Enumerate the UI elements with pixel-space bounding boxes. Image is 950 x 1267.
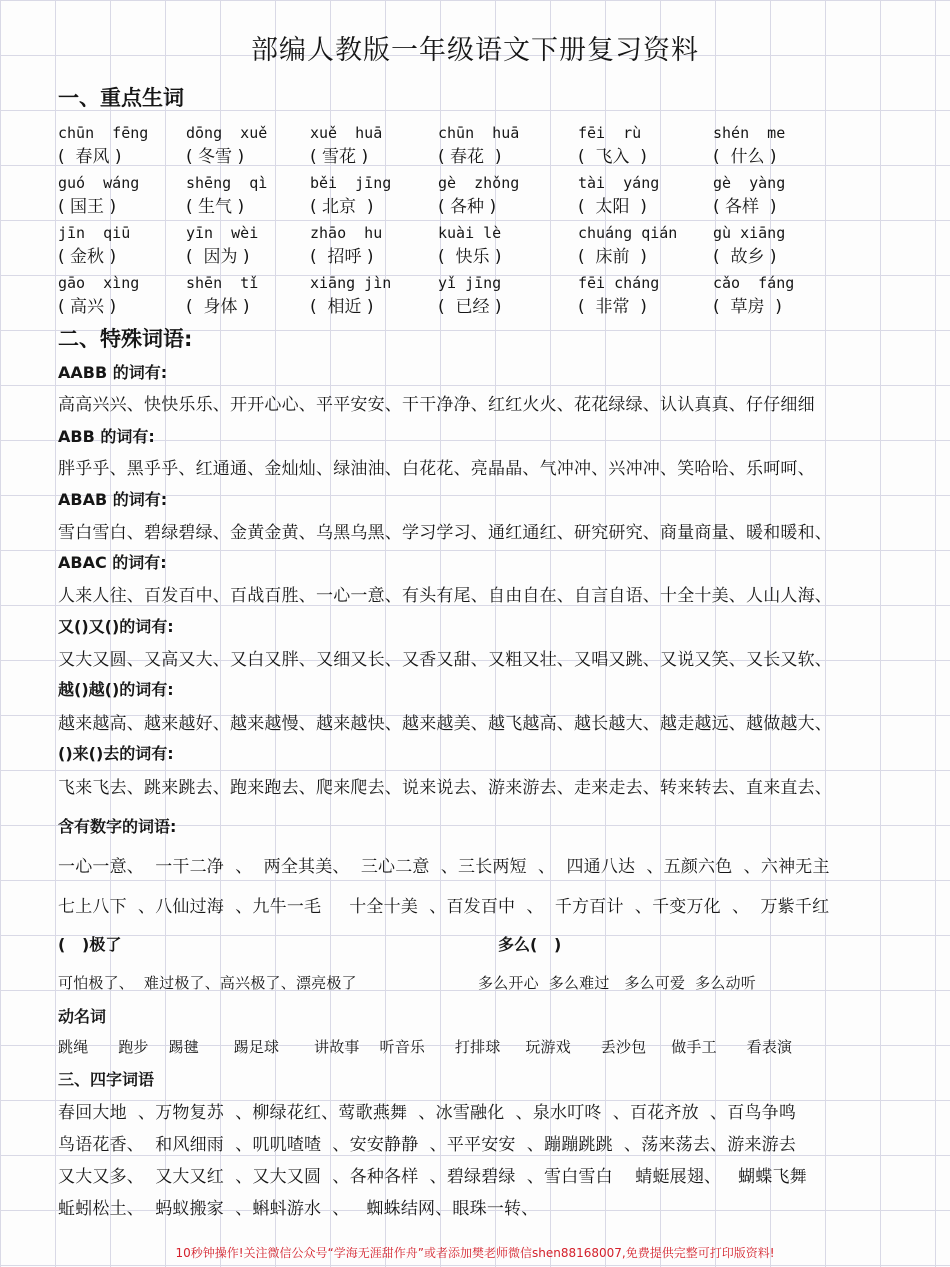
section1-heading: 一、重点生词	[58, 86, 184, 110]
four-char-line-3: 又大又多、 又大又红 、又大又圆 、各种各样 、碧绿碧绿 、雪白雪白 蜻蜓展翅、 蝴蝶飞舞	[58, 1167, 807, 1187]
group-words-aabb: 高高兴兴、快快乐乐、开开心心、平平安安、干干净净、红红火火、花花绿绿、认认真真、仔仔细细	[58, 395, 815, 415]
numbers-line-2: 七上八下 、八仙过海 、九牛一毛 十全十美 、百发百中 、 千方百计 、千变万化 、 万紫千红	[58, 897, 830, 917]
vocab-cell	[578, 222, 718, 270]
group-words-you: 又大又圆、又高又大、又白又胖、又细又长、又香又甜、又粗又壮、又唱又跳、又说又笑、又长又软、	[58, 650, 832, 670]
page-title: 部编人教版一年级语文下册复习资料	[251, 35, 699, 66]
group-label-aabb: AABB 的词有:	[58, 363, 168, 382]
pinyin: gāo xìng	[58, 274, 140, 292]
pinyin: fēi rù	[578, 124, 642, 142]
hanzi: ( 非常 )	[578, 297, 647, 317]
pinyin: shēng qì	[186, 174, 268, 192]
vocab-cell	[58, 122, 198, 170]
pinyin: fēi cháng	[578, 274, 660, 292]
group-label-abb: ABB 的词有:	[58, 427, 155, 446]
vocab-row	[58, 172, 918, 222]
pinyin: tài yáng	[578, 174, 660, 192]
vocab-cell	[58, 272, 198, 320]
hanzi: ( 生气 )	[186, 197, 245, 217]
vocab-cell	[186, 122, 326, 170]
group-words-laiqu: 飞来飞去、跳来跳去、跑来跑去、爬来爬去、说来说去、游来游去、走来走去、转来转去、直来直去、	[58, 778, 832, 798]
hanzi: ( 因为 )	[186, 247, 250, 267]
pinyin: chuáng qián	[578, 224, 678, 242]
hanzi: ( 北京 )	[310, 197, 374, 217]
hanzi: ( 各样 )	[713, 197, 777, 217]
pinyin: kuài lè	[438, 224, 502, 242]
section2-heading: 二、特殊词语:	[58, 327, 193, 351]
pinyin: shén me	[713, 124, 786, 142]
vocab-cell	[578, 122, 718, 170]
group-label-abab: ABAB 的词有:	[58, 490, 168, 509]
vocab-cell	[310, 172, 450, 220]
vocab-cell	[713, 272, 853, 320]
hanzi: ( 故乡 )	[713, 247, 777, 267]
pinyin: xuě huā	[310, 124, 383, 142]
duo-label: 多么( )	[498, 935, 562, 954]
hanzi: ( 相近 )	[310, 297, 374, 317]
vocab-cell	[578, 272, 718, 320]
pinyin: yǐ jīng	[438, 274, 502, 292]
pinyin: chūn huā	[438, 124, 520, 142]
hanzi: ( 春风 )	[58, 147, 122, 167]
vocab-cell	[438, 222, 578, 270]
vocab-row	[58, 272, 918, 322]
pinyin: shēn tǐ	[186, 274, 259, 292]
verb-label: 动名词	[58, 1007, 107, 1026]
ji-words: 可怕极了、 难过极了、高兴极了、漂亮极了	[58, 974, 357, 992]
vocab-cell	[438, 122, 578, 170]
pinyin: běi jīng	[310, 174, 392, 192]
vocab-grid	[58, 122, 918, 322]
verb-words: 跳绳 跑步 踢毽 踢足球 讲故事 听音乐 打排球 玩游戏 丢沙包 做手工 看表演	[58, 1038, 793, 1056]
pinyin: gè zhǒng	[438, 174, 520, 192]
hanzi: ( 雪花 )	[310, 147, 369, 167]
pinyin: xiāng jìn	[310, 274, 392, 292]
numbers-line-1: 一心一意、 一干二净 、 两全其美、 三心二意 、三长两短 、 四通八达 、五颜六色 、六神无主	[58, 857, 830, 877]
hanzi: ( 各种 )	[438, 197, 497, 217]
duo-words: 多么开心 多么难过 多么可爱 多么动听	[478, 974, 756, 992]
group-label-yue: 越()越()的词有:	[58, 680, 174, 699]
hanzi: ( 太阳 )	[578, 197, 647, 217]
vocab-cell	[58, 222, 198, 270]
vocab-row	[58, 222, 918, 272]
vocab-cell	[58, 172, 198, 220]
vocab-cell	[713, 122, 853, 170]
vocab-cell	[186, 172, 326, 220]
four-char-line-2: 鸟语花香、 和风细雨 、叽叽喳喳 、安安静静 、平平安安 、蹦蹦跳跳 、荡来荡去、游来游去	[58, 1135, 797, 1155]
group-label-laiqu: ()来()去的词有:	[58, 744, 174, 763]
group-label-you: 又()又()的词有:	[58, 617, 174, 636]
hanzi: ( 飞入 )	[578, 147, 647, 167]
pinyin: yīn wèi	[186, 224, 259, 242]
hanzi: ( 春花 )	[438, 147, 502, 167]
group-words-yue: 越来越高、越来越好、越来越慢、越来越快、越来越美、越飞越高、越长越大、越走越远、越做越大、	[58, 714, 832, 734]
vocab-cell	[438, 272, 578, 320]
ji-label: ( )极了	[58, 935, 122, 954]
vocab-cell	[578, 172, 718, 220]
pinyin: gè yàng	[713, 174, 786, 192]
hanzi: ( 已经 )	[438, 297, 502, 317]
vocab-row	[58, 122, 918, 172]
group-words-abac: 人来人往、百发百中、百战百胜、一心一意、有头有尾、自由自在、自言自语、十全十美、人山人海、	[58, 586, 832, 606]
hanzi: ( 高兴 )	[58, 297, 117, 317]
pinyin: dōng xuě	[186, 124, 268, 142]
pinyin: zhāo hu	[310, 224, 383, 242]
hanzi: ( 冬雪 )	[186, 147, 245, 167]
group-words-abab: 雪白雪白、碧绿碧绿、金黄金黄、乌黑乌黑、学习学习、通红通红、研究研究、商量商量、暖和暖和、	[58, 523, 832, 543]
pinyin: jīn qiū	[58, 224, 131, 242]
four-char-line-1: 春回大地 、万物复苏 、柳绿花红、莺歌燕舞 、冰雪融化 、泉水叮咚 、百花齐放 、百鸟争鸣	[58, 1103, 797, 1123]
vocab-cell	[310, 122, 450, 170]
pinyin: guó wáng	[58, 174, 140, 192]
group-label-abac: ABAC 的词有:	[58, 553, 167, 572]
hanzi: ( 快乐 )	[438, 247, 502, 267]
hanzi: ( 草房 )	[713, 297, 782, 317]
pinyin: chūn fēng	[58, 124, 149, 142]
pinyin: cǎo fáng	[713, 274, 795, 292]
vocab-cell	[310, 272, 450, 320]
section3-heading: 三、四字词语	[58, 1070, 155, 1089]
footer-promo: 10秒钟操作!关注微信公众号“学海无涯甜作舟”或者添加樊老师微信shen88168007,免费提供完整可打印版资料!	[175, 1246, 775, 1260]
hanzi: ( 身体 )	[186, 297, 250, 317]
numbers-label: 含有数字的词语:	[58, 817, 177, 836]
vocab-cell	[186, 222, 326, 270]
vocab-cell	[713, 172, 853, 220]
vocab-cell	[438, 172, 578, 220]
hanzi: ( 什么 )	[713, 147, 777, 167]
vocab-cell	[186, 272, 326, 320]
pinyin: gù xiāng	[713, 224, 786, 242]
hanzi: ( 国王 )	[58, 197, 117, 217]
vocab-cell	[310, 222, 450, 270]
vocab-cell	[713, 222, 853, 270]
hanzi: ( 金秋 )	[58, 247, 117, 267]
four-char-line-4: 蚯蚓松土、 蚂蚁搬家 、蝌蚪游水 、 蜘蛛结网、眼珠一转、	[58, 1199, 539, 1219]
group-words-abb: 胖乎乎、黑乎乎、红通通、金灿灿、绿油油、白花花、亮晶晶、气冲冲、兴冲冲、笑哈哈、乐呵呵、	[58, 459, 815, 479]
hanzi: ( 床前 )	[578, 247, 647, 267]
hanzi: ( 招呼 )	[310, 247, 374, 267]
